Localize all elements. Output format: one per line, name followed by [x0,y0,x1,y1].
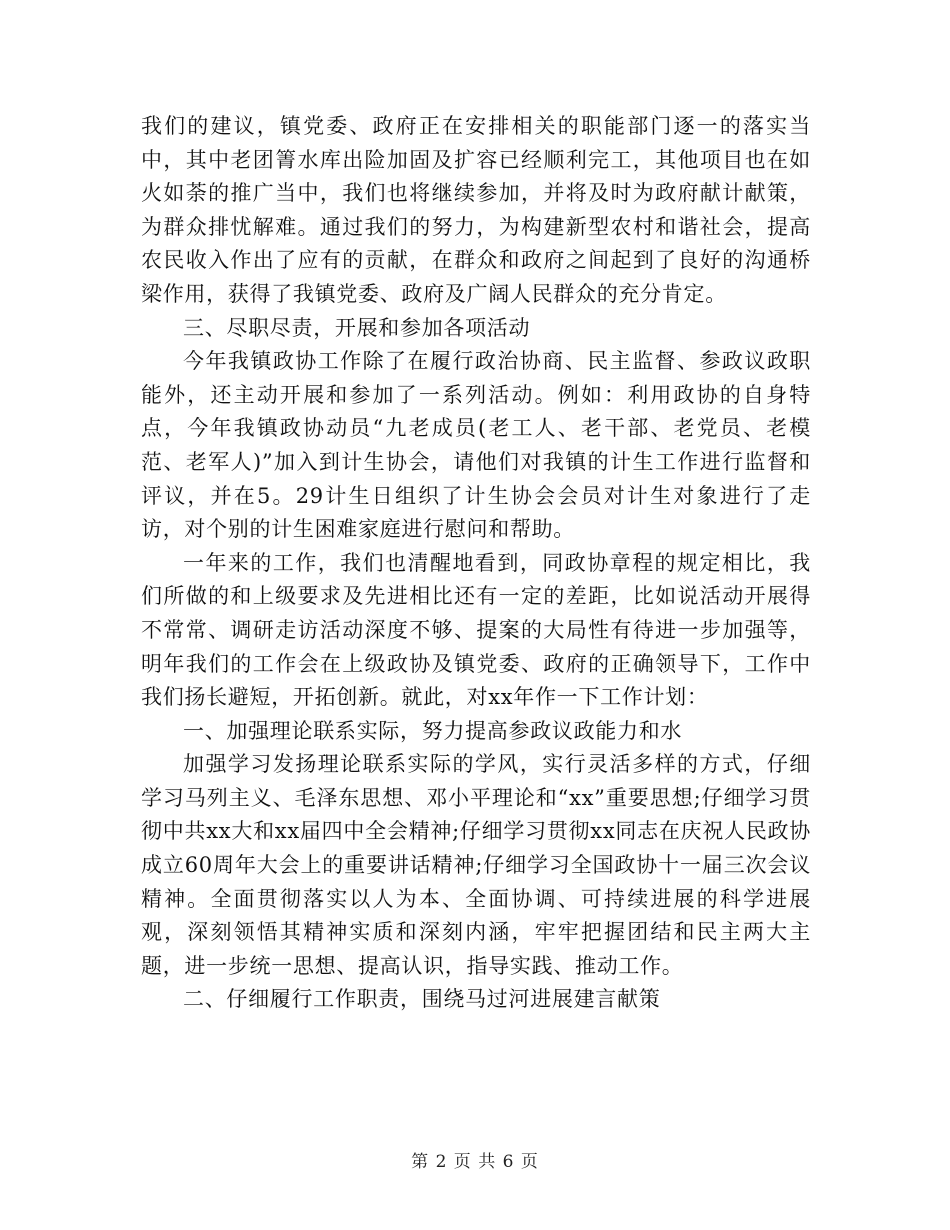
document-body [141,110,811,1017]
section-heading-3: 三、尽职尽责，开展和参加各项活动 [183,315,531,340]
paragraph-review: 一年来的工作，我们也清醒地看到，同政协章程的规定相比，我们所做的和上级要求及先进相比还有一定的差距，比如说活动开展得不常常、调研走访活动深度不够、提案的大局性有待进一步加强等，明年我们的工作会在上级政协及镇党委、政府的正确领导下，工作中我们扬长避短，开拓创新。就此，对xx年作一下工作计划： [141,550,811,710]
page-number-footer: 第 2 页 共 6 页 [411,1152,539,1172]
paragraph-study: 加强学习发扬理论联系实际的学风，实行灵活多样的方式，仔细学习马列主义、毛泽东思想、邓小平理论和“xx”重要思想;仔细学习贯彻中共xx大和xx届四中全会精神;仔细学习贯彻xx同志在庆祝人民政协成立60周年大会上的重要讲话精神;仔细学习全国政协十一届三次会议精神。全面贯彻落实以人为本、全面协调、可持续进展的科学进展观，深刻领悟其精神实质和深刻内涵，牢牢把握团结和民主两大主题，进一步统一思想、提高认识，指导实践、推动工作。 [141,752,811,978]
plan-heading-2: 二、仔细履行工作职责，围绕马过河进展建言献策 [183,987,661,1012]
paragraph-activities: 今年我镇政协工作除了在履行政治协商、民主监督、参政议政职能外，还主动开展和参加了一系列活动。例如：利用政协的自身特点，今年我镇政协动员“九老成员(老工人、老干部、老党员、老模范、老军人)”加入到计生协会，请他们对我镇的计生工作进行监督和评议，并在5。29计生日组织了计生协会会员对计生对象进行了走访，对个别的计生困难家庭进行慰问和帮助。 [141,349,811,542]
paragraph-continuation: 我们的建议，镇党委、政府正在安排相关的职能部门逐一的落实当中，其中老团箐水库出险加固及扩容已经顺利完工，其他项目也在如火如荼的推广当中，我们也将继续参加，并将及时为政府献计献策，为群众排忧解难。通过我们的努力，为构建新型农村和谐社会，提高农民收入作出了应有的贡献，在群众和政府之间起到了良好的沟通桥梁作用，获得了我镇党委、政府及广阔人民群众的充分肯定。 [141,114,811,306]
plan-heading-1: 一、加强理论联系实际，努力提高参政议政能力和水 [183,718,683,743]
